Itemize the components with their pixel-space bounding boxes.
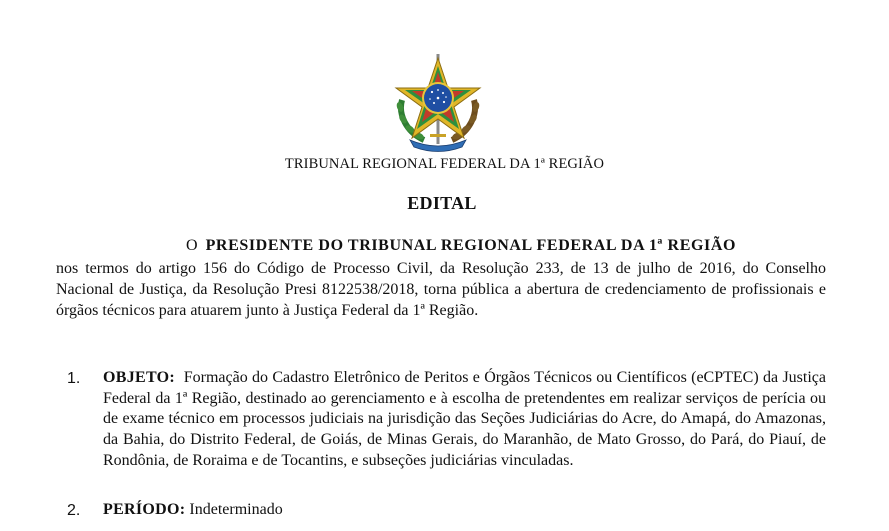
- coat-of-arms-icon: [388, 52, 488, 152]
- document-title: EDITAL: [407, 193, 477, 213]
- item-number: 1.: [67, 370, 81, 387]
- intro-paragraph: nos termos do artigo 156 do Código de Processo Civil, da Resolução 233, de 13 de julho de 2016, do Conselho Nacional de Justiça, da Resolução Presi 8122538/2018, torna pública a abertura de credenciamento de profissionais e órgãos técnicos para atuarem junto à Justiça Federal da 1ª Região.: [56, 260, 826, 319]
- item-text: Formação do Cadastro Eletrônico de Peritos e Órgãos Técnicos ou Científicos (eCPTEC) da Justiça Federal da 1ª Região, destinado ao gerenciamento e à escolha de pretendentes em realizar serviços de perícia ou de exame técnico em processos judiciais na jurisdição das Seções Judiciárias do Acre, do Amapá, do Amazonas, da Bahia, do Distrito Federal, de Goiás, de Minas Gerais, do Maranhão, de Mato Grosso, do Pará, do Piauí, de Rondônia, de Roraima e de Tocantins, e subseções judiciárias vinculadas.: [103, 369, 826, 469]
- intro-heading-line: [56, 235, 826, 256]
- item-number: 2.: [67, 502, 81, 519]
- item-body: [103, 368, 826, 472]
- item-heading: PERÍODO:: [103, 501, 186, 518]
- item-text: Indeterminado: [189, 501, 283, 518]
- item-body: [103, 500, 826, 521]
- intro-prefix: O: [186, 237, 198, 254]
- intro-authority: PRESIDENTE DO TRIBUNAL REGIONAL FEDERAL DA 1ª REGIÃO: [205, 237, 737, 254]
- organization-name: TRIBUNAL REGIONAL FEDERAL DA 1ª REGIÃO: [284, 156, 605, 172]
- item-heading: OBJETO:: [103, 369, 176, 386]
